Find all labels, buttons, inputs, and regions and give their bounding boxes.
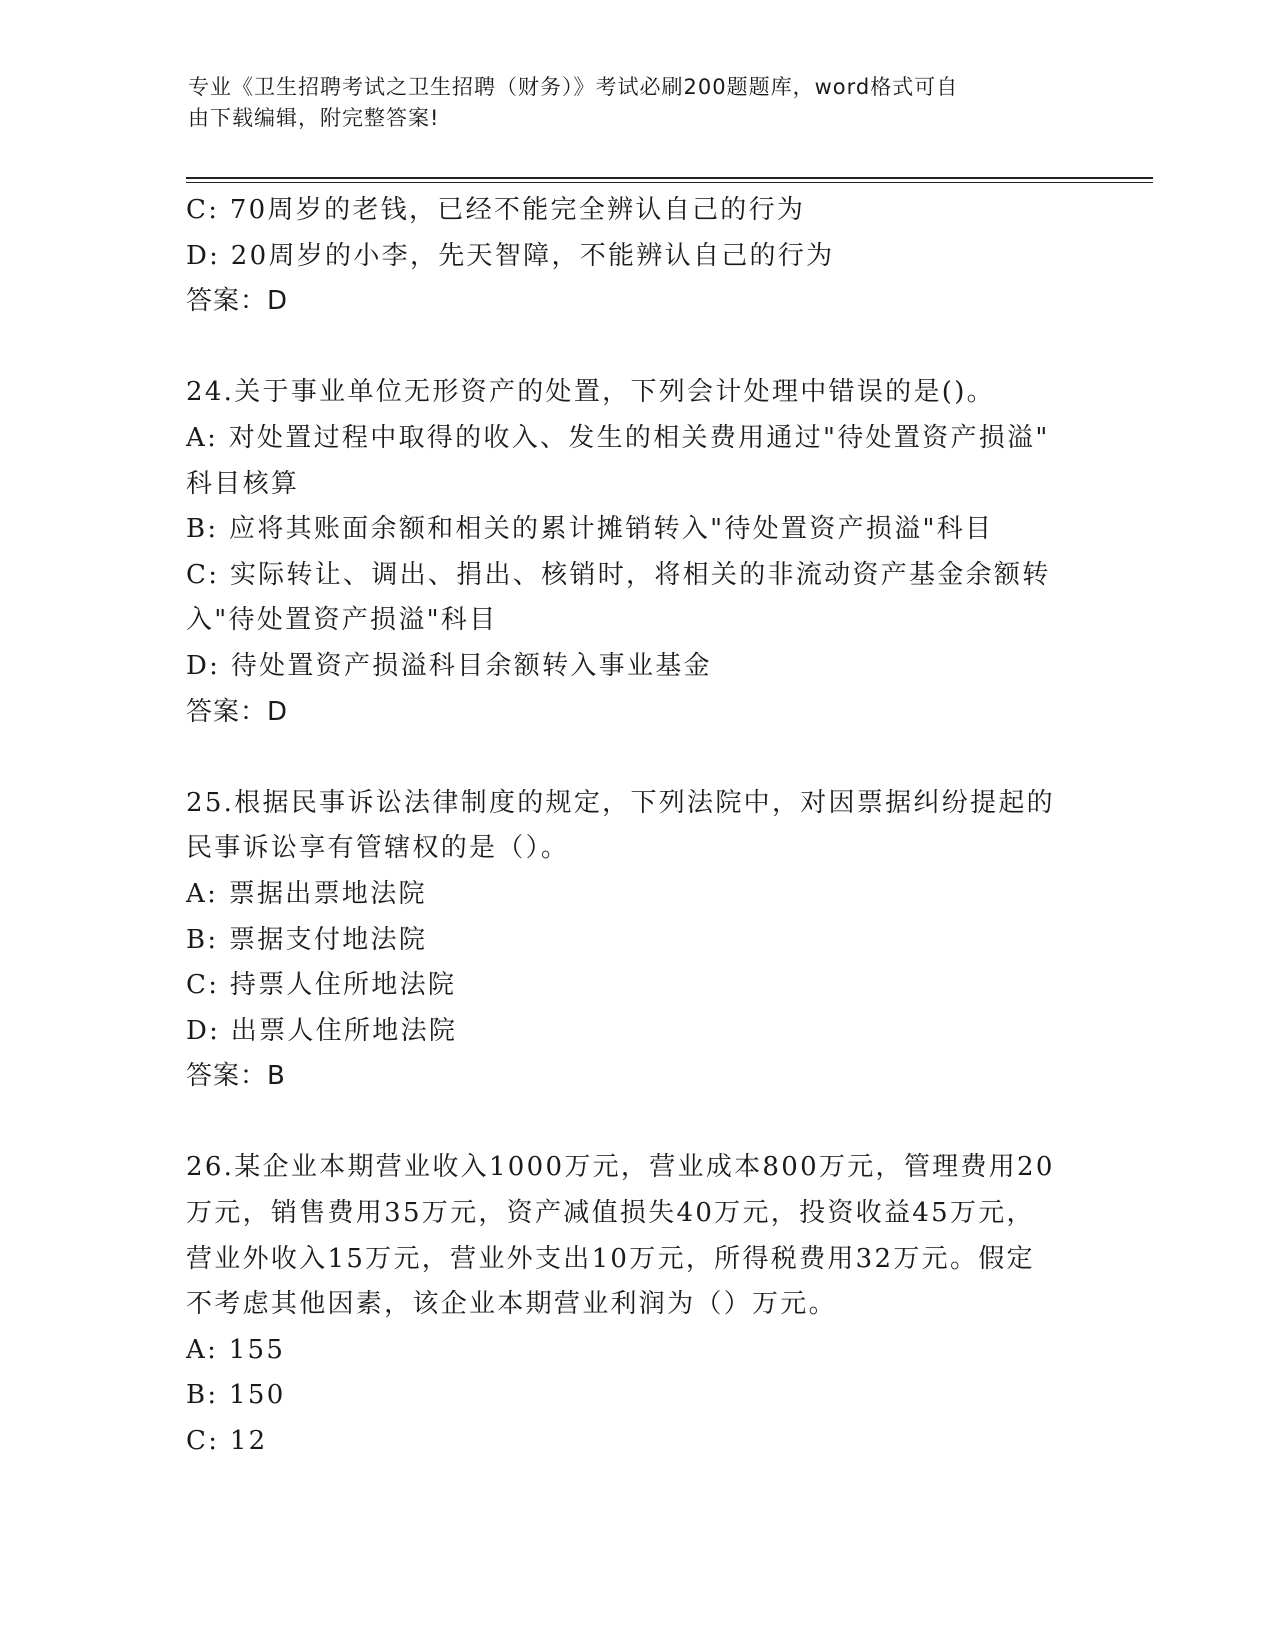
page-header — [188, 72, 1068, 134]
header-divider-thin — [186, 182, 1153, 183]
question-24-stem: 24.关于事业单位无形资产的处置，下列会计处理中错误的是()。 — [186, 377, 995, 408]
question-25-option-d: D: 出票人住所地法院 — [186, 1015, 458, 1046]
question-26-stem-line-4: 不考虑其他因素，该企业本期营业利润为（）万元。 — [186, 1289, 837, 1320]
question-25-option-c: C: 持票人住所地法院 — [186, 970, 457, 1001]
question-25-option-b: B: 票据支付地法院 — [186, 924, 428, 955]
question-23-option-c: C: 70周岁的老钱，已经不能完全辨认自己的行为 — [186, 195, 806, 225]
question-24 — [186, 370, 1076, 735]
question-24-option-a-line-1: A: 对处置过程中取得的收入、发生的相关费用通过"待处置资产损溢" — [186, 422, 1050, 453]
spacer — [186, 325, 1076, 371]
question-26-stem-line-3: 营业外收入15万元，营业外支出10万元，所得税费用32万元。假定 — [186, 1243, 1035, 1274]
question-25-stem-line-1: 25.根据民事诉讼法律制度的规定，下列法院中，对因票据纠纷提起的 — [186, 787, 1055, 818]
question-26-stem-line-2: 万元，销售费用35万元，资产减值损失40万元，投资收益45万元， — [186, 1198, 1035, 1229]
question-23-fragment — [186, 188, 1076, 325]
question-24-option-c-line-1: C: 实际转让、调出、捐出、核销时，将相关的非流动资产基金余额转 — [186, 559, 1051, 590]
question-24-option-a-line-2: 科目核算 — [186, 468, 300, 499]
question-25-option-a: A: 票据出票地法院 — [186, 878, 427, 909]
question-24-option-c-line-2: 入"待处置资产损溢"科目 — [186, 605, 498, 636]
question-26-option-c: C: 12 — [186, 1426, 268, 1457]
question-list — [186, 188, 1076, 1465]
question-26 — [186, 1145, 1076, 1464]
question-25-answer: 答案：B — [186, 1061, 286, 1092]
question-24-option-d: D: 待处置资产损溢科目余额转入事业基金 — [186, 650, 712, 681]
question-23-answer: 答案：D — [186, 286, 289, 317]
question-26-option-a: A: 155 — [186, 1334, 286, 1365]
spacer — [186, 735, 1076, 781]
question-24-option-b: B: 应将其账面余额和相关的累计摊销转入"待处置资产损溢"科目 — [186, 514, 994, 545]
question-25-stem-line-2: 民事诉讼享有管辖权的是（）。 — [186, 833, 570, 864]
spacer — [186, 1100, 1076, 1146]
question-25 — [186, 781, 1076, 1100]
question-26-option-b: B: 150 — [186, 1380, 286, 1411]
header-line-2: 由下载编辑，附完整答案! — [188, 106, 440, 130]
question-24-answer: 答案：D — [186, 696, 289, 727]
header-divider-thick — [186, 177, 1153, 179]
header-line-1: 专业《卫生招聘考试之卫生招聘（财务）》考试必刷200题题库，word格式可自 — [188, 75, 959, 99]
question-23-option-d: D: 20周岁的小李，先天智障，不能辨认自己的行为 — [186, 240, 835, 271]
question-26-stem-line-1: 26.某企业本期营业收入1000万元，营业成本800万元，管理费用20 — [186, 1152, 1055, 1183]
